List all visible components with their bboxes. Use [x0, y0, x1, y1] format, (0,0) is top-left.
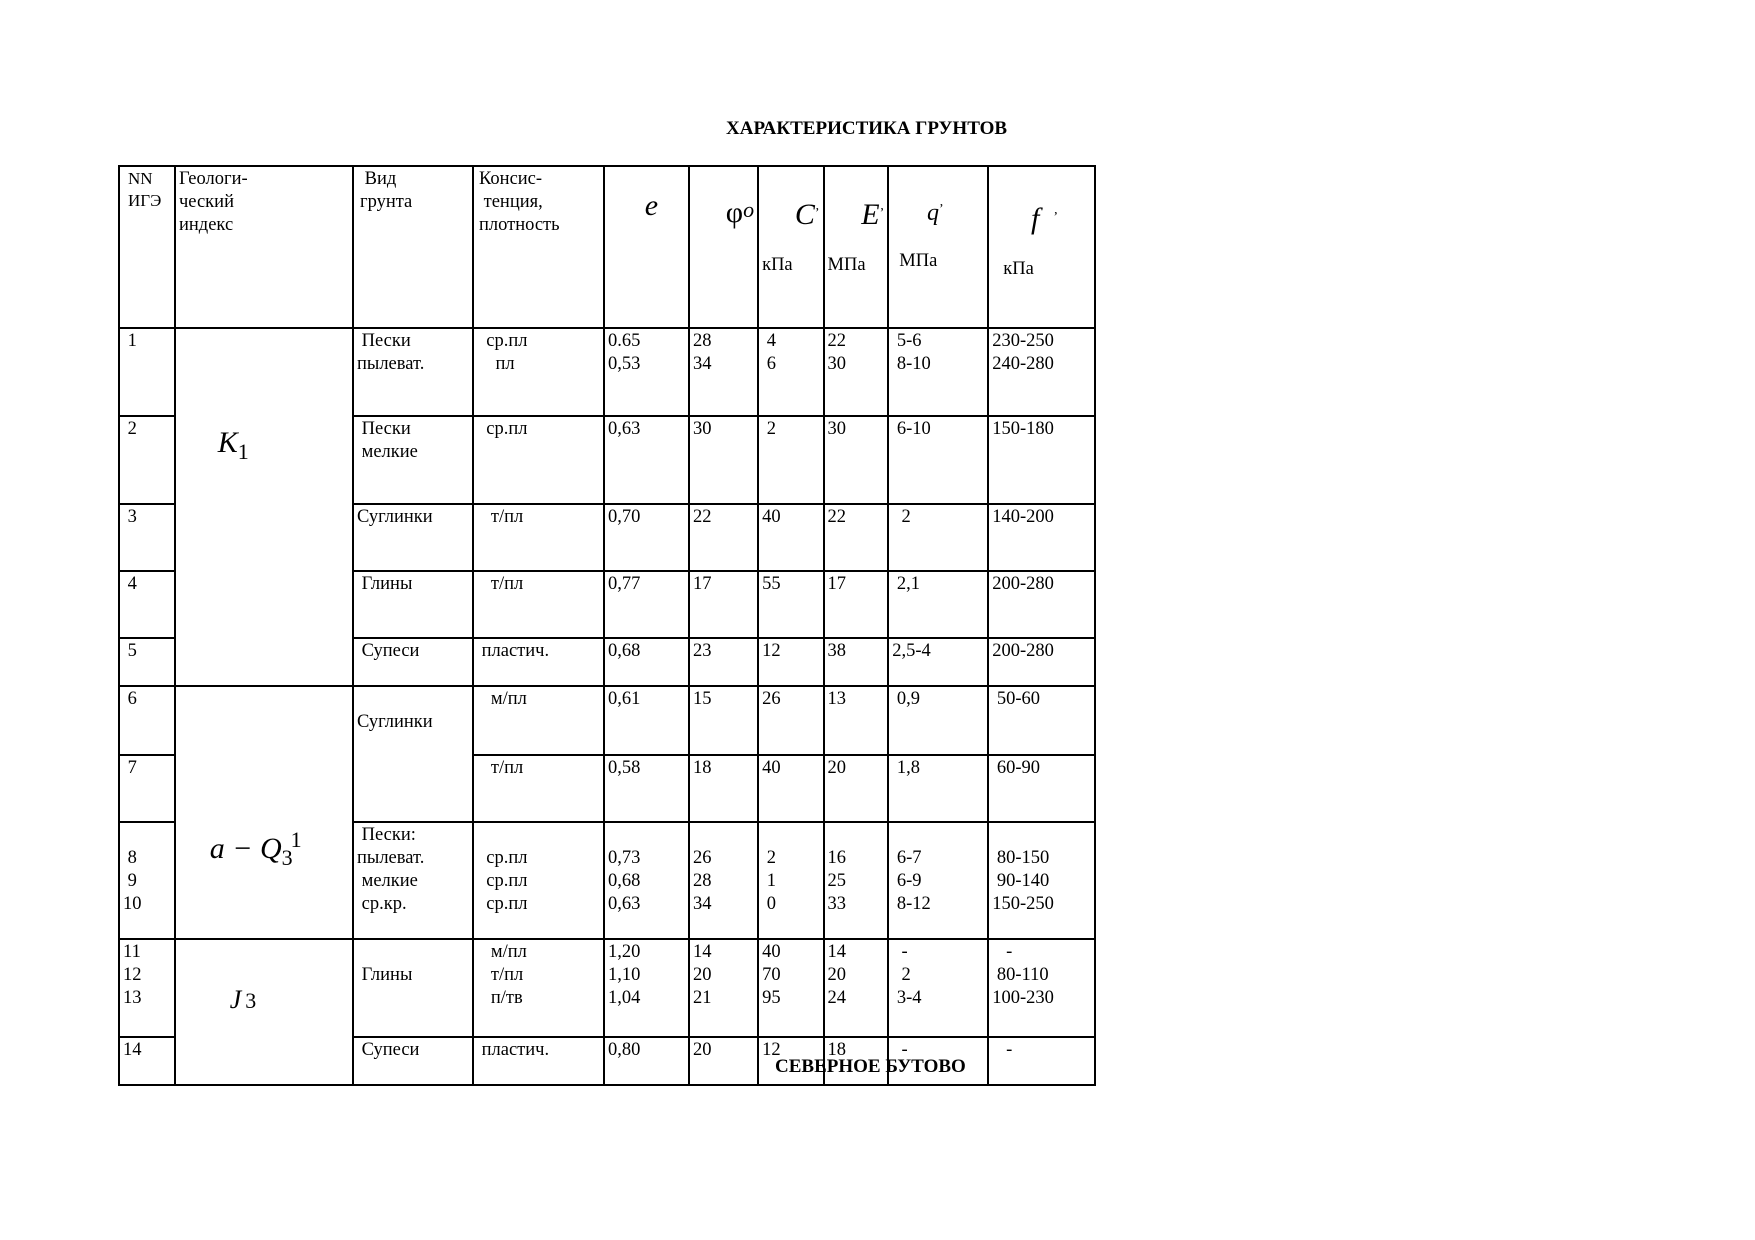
cell-E: 20 — [824, 755, 889, 822]
cell-f: 80-150 90-140 150-250 — [988, 822, 1095, 939]
geo-index-aq-sup: 1 — [290, 827, 302, 852]
cell-consistency: м/пл т/пл п/тв — [473, 939, 604, 1037]
header-phi — [689, 166, 758, 328]
geo-index-k1 — [175, 328, 353, 686]
geo-index-j3 — [175, 939, 353, 1085]
cell-soil-type: Суглинки — [353, 504, 473, 571]
cell-f: 50-60 — [988, 686, 1095, 755]
header-nn: NN ИГЭ — [119, 166, 175, 328]
cell-e: 0,63 — [604, 416, 689, 504]
header-phi-superscript: о — [743, 197, 755, 222]
cell-consistency: м/пл — [473, 686, 604, 755]
cell-f: - 80-110 100-230 — [988, 939, 1095, 1037]
header-consistency: Консис- тенция, плотность — [473, 166, 604, 328]
cell-soil-type: Глины — [353, 571, 473, 638]
cell-q: 0,9 — [888, 686, 988, 755]
geo-index-j3-sub: 3 — [245, 988, 257, 1013]
cell-nn: 1 — [119, 328, 175, 416]
geo-index-j3-symbol — [230, 985, 257, 1014]
header-f — [988, 166, 1095, 328]
cell-e: 0,58 — [604, 755, 689, 822]
cell-consistency: ср.пл пл — [473, 328, 604, 416]
header-q-unit: МПа — [899, 251, 938, 272]
header-E — [824, 166, 889, 328]
table-row — [119, 939, 1095, 1037]
geo-index-k1-main: K — [217, 426, 238, 459]
cell-E: 22 — [824, 504, 889, 571]
soil-characteristics-table — [118, 165, 1096, 1086]
header-c — [758, 166, 823, 328]
cell-consistency: т/пл — [473, 504, 604, 571]
cell-phi: 20 — [689, 1037, 758, 1085]
cell-f: 140-200 — [988, 504, 1095, 571]
cell-consistency: ср.пл ср.пл ср.пл — [473, 822, 604, 939]
cell-phi: 18 — [689, 755, 758, 822]
cell-soil-type: Пески пылеват. — [353, 328, 473, 416]
cell-consistency: пластич. — [473, 1037, 604, 1085]
cell-f: 60-90 — [988, 755, 1095, 822]
cell-e: 0,80 — [604, 1037, 689, 1085]
header-f-prime: ’ — [1053, 209, 1059, 225]
cell-soil-type: Глины — [353, 939, 473, 1037]
cell-c: 4 6 — [758, 328, 823, 416]
cell-E: 30 — [824, 416, 889, 504]
cell-c: 55 — [758, 571, 823, 638]
cell-soil-type: Пески мелкие — [353, 416, 473, 504]
cell-E: 22 30 — [824, 328, 889, 416]
header-geo-index: Геологи- ческий индекс — [175, 166, 353, 328]
cell-c: 2 1 0 — [758, 822, 823, 939]
cell-e: 0,77 — [604, 571, 689, 638]
header-c-prime: ’ — [814, 205, 820, 221]
cell-phi: 17 — [689, 571, 758, 638]
cell-phi: 28 34 — [689, 328, 758, 416]
cell-soil-type: Суглинки — [353, 686, 473, 822]
table-row — [119, 328, 1095, 416]
header-c-symbol: C — [794, 198, 815, 231]
cell-e: 0,73 0,68 0,63 — [604, 822, 689, 939]
cell-phi: 23 — [689, 638, 758, 686]
geo-index-aq-main: a − Q — [209, 832, 282, 865]
cell-consistency: т/пл — [473, 755, 604, 822]
header-phi-symbol: φ — [725, 196, 744, 229]
cell-f: 150-180 — [988, 416, 1095, 504]
cell-soil-type: Супеси — [353, 638, 473, 686]
header-E-prime: ’ — [879, 205, 885, 221]
cell-e: 0,61 — [604, 686, 689, 755]
cell-q: 2,1 — [888, 571, 988, 638]
cell-q: 1,8 — [888, 755, 988, 822]
geo-index-aq — [175, 686, 353, 939]
cell-consistency: т/пл — [473, 571, 604, 638]
cell-E: 16 25 33 — [824, 822, 889, 939]
cell-consistency: ср.пл — [473, 416, 604, 504]
cell-consistency: пластич. — [473, 638, 604, 686]
geo-index-k1-sub: 1 — [237, 439, 249, 464]
cell-q: 6-7 6-9 8-12 — [888, 822, 988, 939]
table-row — [119, 686, 1095, 755]
location-caption: СЕВЕРНОЕ БУТОВО — [775, 1056, 966, 1077]
cell-c: 12 — [758, 638, 823, 686]
page-title: ХАРАКТЕРИСТИКА ГРУНТОВ — [726, 118, 1008, 139]
cell-E: 13 — [824, 686, 889, 755]
cell-soil-type: Пески: пылеват. мелкие ср.кр. — [353, 822, 473, 939]
cell-nn: 2 — [119, 416, 175, 504]
cell-c: 40 — [758, 755, 823, 822]
geo-index-j3-main: J — [229, 985, 242, 1014]
cell-q: - — [888, 1037, 988, 1085]
header-q — [888, 166, 988, 328]
header-f-unit: кПа — [1003, 259, 1034, 279]
cell-nn: 14 — [119, 1037, 175, 1085]
cell-phi: 14 20 21 — [689, 939, 758, 1037]
cell-E: 38 — [824, 638, 889, 686]
cell-f: 200-280 — [988, 638, 1095, 686]
cell-phi: 15 — [689, 686, 758, 755]
cell-f: 230-250 240-280 — [988, 328, 1095, 416]
table-header-row — [119, 166, 1095, 328]
cell-e: 0.65 0,53 — [604, 328, 689, 416]
header-c-unit: кПа — [762, 255, 793, 275]
cell-phi: 22 — [689, 504, 758, 571]
cell-f: 200-280 — [988, 571, 1095, 638]
cell-nn: 11 12 13 — [119, 939, 175, 1037]
header-q-symbol: q — [927, 200, 940, 227]
header-E-unit: МПа — [827, 255, 866, 275]
cell-E: 18 — [824, 1037, 889, 1085]
header-e — [604, 166, 689, 328]
cell-e: 0,70 — [604, 504, 689, 571]
cell-nn: 3 — [119, 504, 175, 571]
cell-nn: 7 — [119, 755, 175, 822]
header-f-symbol: f — [1031, 202, 1040, 235]
cell-c: 2 — [758, 416, 823, 504]
geo-index-aq-symbol — [209, 827, 302, 870]
cell-nn: 8 9 10 — [119, 822, 175, 939]
cell-q: - 2 3-4 — [888, 939, 988, 1037]
cell-phi: 26 28 34 — [689, 822, 758, 939]
cell-e: 0,68 — [604, 638, 689, 686]
cell-soil-type: Супеси — [353, 1037, 473, 1085]
geo-index-k1-symbol — [217, 426, 249, 464]
header-e-symbol: e — [644, 189, 659, 222]
cell-q: 6-10 — [888, 416, 988, 504]
cell-phi: 30 — [689, 416, 758, 504]
cell-c: 26 — [758, 686, 823, 755]
cell-q: 2 — [888, 504, 988, 571]
cell-nn: 4 — [119, 571, 175, 638]
cell-nn: 6 — [119, 686, 175, 755]
cell-c: 40 — [758, 504, 823, 571]
header-q-prime: ’ — [939, 202, 944, 217]
cell-f: - — [988, 1037, 1095, 1085]
header-soil-type: Вид грунта — [353, 166, 473, 328]
cell-e: 1,20 1,10 1,04 — [604, 939, 689, 1037]
cell-nn: 5 — [119, 638, 175, 686]
cell-c: 40 70 95 — [758, 939, 823, 1037]
cell-E: 14 20 24 — [824, 939, 889, 1037]
cell-q: 2,5-4 — [888, 638, 988, 686]
geo-index-aq-sub: 3 — [281, 845, 293, 870]
cell-q: 5-6 8-10 — [888, 328, 988, 416]
header-E-symbol: E — [861, 198, 880, 231]
cell-E: 17 — [824, 571, 889, 638]
cell-c: 12 — [758, 1037, 823, 1085]
